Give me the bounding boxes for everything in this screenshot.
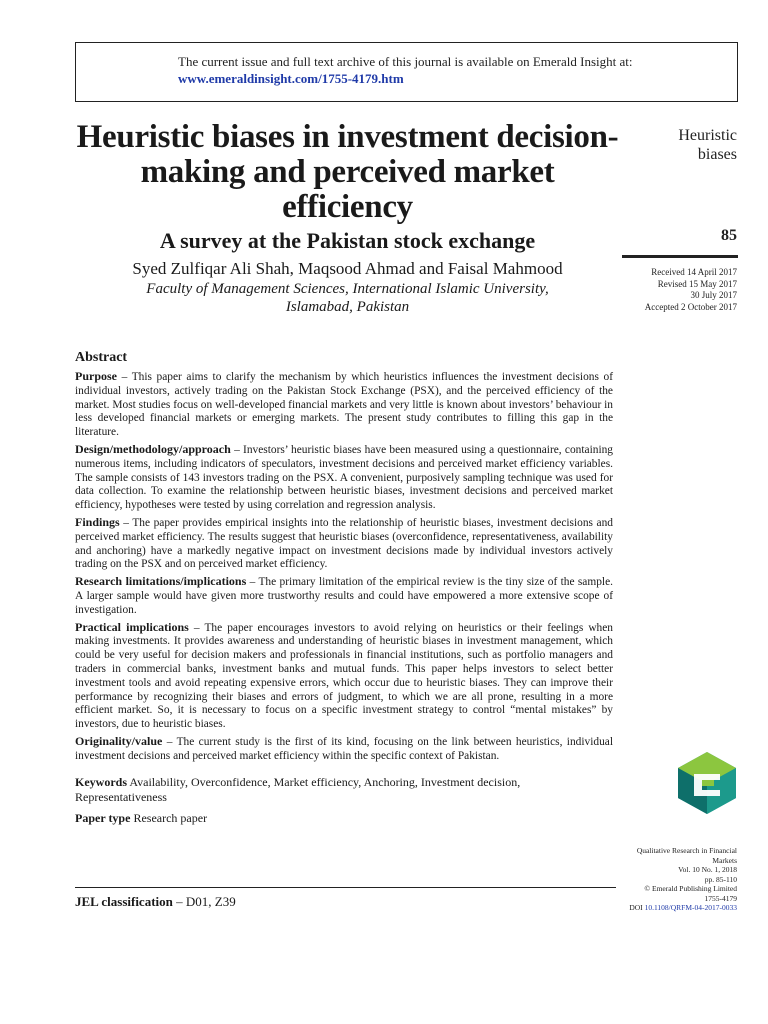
running-head	[617, 126, 737, 164]
jel-label: JEL classification	[75, 894, 173, 909]
jel-text: – D01, Z39	[172, 894, 236, 909]
paper-type	[75, 811, 207, 826]
journal-name-1: Qualitative Research in Financial	[636, 846, 737, 855]
jel-classification	[75, 894, 236, 910]
archive-note: The current issue and full text archive of this journal is available on Emerald Insight at:	[178, 54, 633, 69]
running-head-line-1: Heuristic	[678, 127, 737, 144]
abstract-text: – The paper provides empirical insights into the relationship of heuristic biases, investment decisions and perceived market efficiency. The results suggest that heuristic biases (overconfidence, representativeness, availability and anchoring) have a markedly negative impact on investment decisions made by individual investors actively trading on the PSX and on perceived market efficiency.	[75, 516, 613, 571]
abstract-text: – The primary limitation of the empirical review is the tiny size of the sample. A larger sample would have given more trustworthy results and could have empowered a more extensive scope of investigation.	[75, 576, 613, 616]
abstract-label: Design/methodology/approach	[75, 441, 231, 456]
keywords	[75, 775, 613, 805]
keywords-text: Availability, Overconfidence, Market efficiency, Anchoring, Investment decision, Representativeness	[75, 775, 521, 804]
abstract-originality	[75, 735, 613, 764]
journal-name-2: Markets	[712, 855, 737, 865]
abstract-text: – The current study is the first of its kind, focusing on the link between heuristics, individual investment decisions and perceived market efficiency within the specific context of Pakistan.	[75, 735, 613, 762]
page-number: 85	[721, 227, 737, 244]
doi-prefix: DOI	[629, 903, 645, 912]
journal-volume: Vol. 10 No. 1, 2018	[678, 865, 737, 874]
abstract-body	[75, 370, 613, 767]
article-title: Heuristic biases in investment decision-making and perceived market efficiency	[76, 119, 619, 225]
accepted-date: Accepted 2 October 2017	[644, 301, 737, 312]
affiliation-line-1: Faculty of Management Sciences, International Islamic University,	[146, 281, 549, 297]
abstract-purpose	[75, 370, 613, 440]
abstract-label: Originality/value	[75, 733, 163, 748]
journal-issn: 1755-4179	[704, 893, 737, 903]
abstract-text: – The paper encourages investors to avoid relying on heuristics or their feelings when making investments. It provides awareness and understanding of heuristic biases in investment management, which could be very useful for decision makers and professionals in financial institutions, such as portfolio managers and traders in commercial banks, investment banks and mutual funds. This paper helps investors to select better investment tools and avoid repeating expensive errors, which occur due to heuristic biases. They can improve their performance by recognizing their biases and errors of judgment, to which we are all prone, resulting in a more efficient market. So, it is necessary to focus on a specific investment strategy to control “mental mistakes” by investors, due to heuristic biases.	[75, 621, 613, 731]
received-date: Received 14 April 2017	[651, 267, 737, 277]
abstract-text: – This paper aims to clarify the mechanism by which heuristics influences the investment decisions of individual investors, actively trading on the Pakistan Stock Exchange (PSX), and the perceived efficiency of the market. Most studies focus on well-developed financial markets and very little is known about investors’ behaviour in less developed financial markets or emerging markets. The present study contributes to filling this gap in the literature.	[75, 371, 613, 439]
abstract-label: Findings	[75, 514, 120, 529]
archive-link[interactable]: www.emeraldinsight.com/1755-4179.htm	[178, 71, 404, 86]
abstract-heading: Abstract	[75, 350, 128, 365]
journal-copyright: © Emerald Publishing Limited	[644, 884, 737, 893]
abstract-label: Practical implications	[75, 619, 189, 634]
journal-doi	[587, 903, 737, 913]
article-subtitle: A survey at the Pakistan stock exchange	[159, 228, 536, 253]
emerald-logo-icon	[674, 750, 740, 816]
jel-divider	[75, 887, 616, 888]
affiliation-line-2: Islamabad, Pakistan	[285, 299, 410, 315]
article-authors: Syed Zulfiqar Ali Shah, Maqsood Ahmad and Faisal Mahmood	[132, 259, 563, 278]
revised-date-2: 30 July 2017	[690, 290, 737, 300]
archive-notice-box	[75, 42, 738, 102]
abstract-findings	[75, 516, 613, 572]
paper-type-text: Research paper	[130, 811, 208, 825]
abstract-limitations	[75, 575, 613, 617]
doi-link[interactable]: 10.1108/QRFM-04-2017-0033	[644, 903, 737, 912]
received-dates	[597, 267, 737, 313]
journal-info	[587, 846, 737, 913]
abstract-practical	[75, 621, 613, 732]
paper-type-label: Paper type	[75, 811, 131, 825]
abstract-label: Purpose	[75, 369, 117, 383]
sidebar-divider	[622, 255, 738, 258]
journal-pages: pp. 85-110	[704, 874, 737, 884]
article-affiliation	[75, 280, 620, 316]
revised-date: Revised 15 May 2017	[657, 278, 737, 289]
abstract-design	[75, 443, 613, 513]
abstract-text: – Investors’ heuristic biases have been measured using a questionnaire, containing numerous items, including indicators of speculators, investment decisions and perceived market efficiency variables. The sample consists of 143 investors trading on the PSX. A convenient, purposively sampling technique was used for data collection. To examine the relationship between heuristic biases, investment decisions and perceived market efficiency, hypotheses were tested by using correlation and regression analysis.	[75, 443, 613, 512]
keywords-label: Keywords	[75, 775, 127, 789]
running-head-line-2: biases	[697, 146, 737, 163]
abstract-label: Research limitations/implications	[75, 574, 247, 589]
